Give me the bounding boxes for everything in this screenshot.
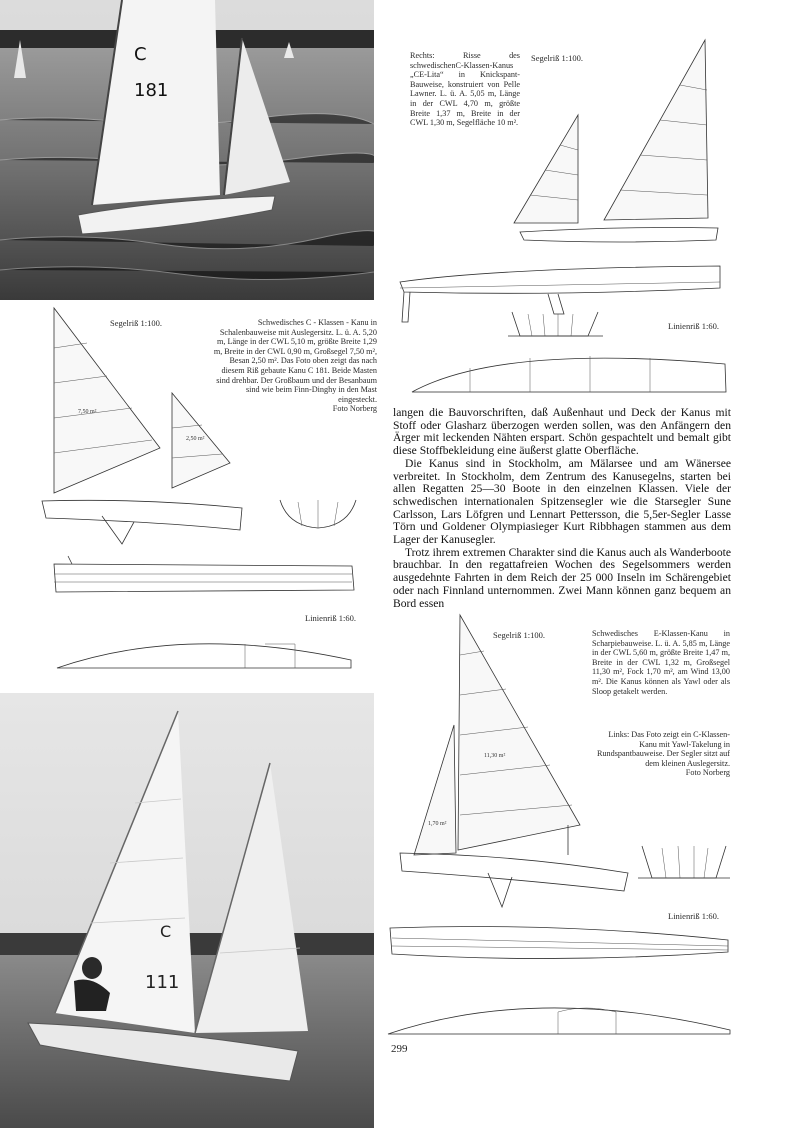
label-linienriss-e: Linienriß 1:60. <box>668 911 719 921</box>
sail-plan-e-class <box>398 615 638 915</box>
article-body <box>393 407 731 610</box>
hull-profile-c181 <box>52 552 364 600</box>
article-paragraph-3: Trotz ihrem extremen Charakter sind die Kanus auch als Wanderboote brauchbar. In den regattafreien Wochen des Segelsommers werden ausgedehnte Fahrten in dem Reich der 25 000 Inseln im Schärengebiet oder nach Finnland unternommen. Zwei Mann können ganz bequem an Bord essen <box>393 545 731 610</box>
caption-schalenbauweise-credit: Foto Norberg <box>332 404 377 414</box>
body-plan-e-class <box>638 842 730 884</box>
sail-area-mizzen-mid: 2,50 m² <box>186 436 205 442</box>
caption-links-text: Links: Das Foto zeigt ein C-Klassen-Kanu mit Yawl-Takelung in Rundspantbauweise. Der Segler sitzt auf dem kleinen Auslegersitz. <box>596 730 730 768</box>
sail-letter-c181: C <box>134 44 147 65</box>
sail-area-main-e: 11,30 m² <box>484 753 506 759</box>
label-segelriss-e: Segelriß 1:100. <box>493 630 545 640</box>
lines-plan-c181 <box>55 630 355 672</box>
sail-area-jib-e: 1,70 m² <box>428 821 447 827</box>
label-linienriss-top: Linienriß 1:60. <box>668 321 719 331</box>
sail-plan-ce-lita <box>500 40 740 250</box>
sail-number-c181: 181 <box>134 80 169 101</box>
sail-plan-c181 <box>42 308 252 548</box>
caption-ce-lita: Rechts: Risse des schwedischenC-Klassen-Kanus „CE-Lita“ in Knickspant-Bauweise, konstruiert von Pelle Lawner. L. ü. A. 5,05 m, Länge in der CWL 4,70 m, größte Breite 1,37 m, Breite in der CWL 1,30 m, Segelfläche 10 m². <box>410 51 520 128</box>
article-paragraph-1: langen die Bauvorschriften, daß Außenhaut und Deck der Kanus mit Stoff oder Glasharz überzogen werden sollen, was den Anfängern den Ärger mit leckenden Nähten erspart. Schön gespachtelt und bemalt gibt diese Stoffbekleidung eine äußerst glatte Oberfläche. <box>393 406 731 458</box>
page-number: 299 <box>391 1043 408 1055</box>
body-plan-c181 <box>278 496 358 532</box>
label-segelriss-top: Segelriß 1:100. <box>531 53 583 63</box>
label-linienriss-mid: Linienriß 1:60. <box>305 613 356 623</box>
caption-links-credit: Foto Norberg <box>685 768 730 778</box>
hull-profile-e-class <box>388 920 733 964</box>
photo-canoe-c181 <box>0 0 374 300</box>
article-paragraph-2: Die Kanus sind in Stockholm, am Mälarsee und am Wänersee verbreitet. In Stockholm, dem Zentrum des Kanusegelns, starten bei allen Regatten 25—30 Boote in den einzelnen Klassen. Viele der schwedischen internationalen Spitzensegler wie die Starsegler Sune Carlsson, Lars Löfgren und Lennart Pettersson, die 5,5er-Segler Lasse Törn und Goldener Olympiasieger Kurt Ribbhagen stammen aus dem Lager der Kanusegler. <box>393 456 731 547</box>
lines-plan-ce-lita <box>410 348 730 398</box>
body-plan-ce-lita <box>508 306 603 346</box>
caption-e-klasse: Schwedisches E-Klassen-Kanu in Scharpiebauweise. L. ü. A. 5,85 m, Länge in der CWL 5,60 m, größte Breite 1,47 m, Breite in der CWL 1,32 m, Großsegel 11,30 m², Fock 1,70 m², am Wind 13,00 m². Die Kanus können als Yawl oder als Sloop getakelt werden. <box>592 629 730 696</box>
caption-schalenbauweise-text: Schwedisches C - Klassen - Kanu in Schalenbauweise mit Auslegersitz. L. ü. A. 5,20 m, Länge in der CWL 5,10 m, größte Breite 1,29 m, Breite in der CWL 0,90 m, Großsegel 7,50 m², Besan 2,50 m². Das Foto oben zeigt das nach diesem Riß gebaute Kanu C 181. Beide Masten sind drehbar. Der Großbaum und der Besanbaum sind wie beim Finn-Dinghy in den Mast eingesteckt. <box>213 318 377 404</box>
sail-number-c111: 111 <box>145 972 180 993</box>
sail-area-main-mid: 7,50 m² <box>78 409 97 415</box>
lines-plan-e-class <box>386 990 732 1038</box>
label-segelriss-mid: Segelriß 1:100. <box>110 318 162 328</box>
sail-letter-c111: C <box>160 922 172 941</box>
photo-canoe-c111 <box>0 693 374 1128</box>
